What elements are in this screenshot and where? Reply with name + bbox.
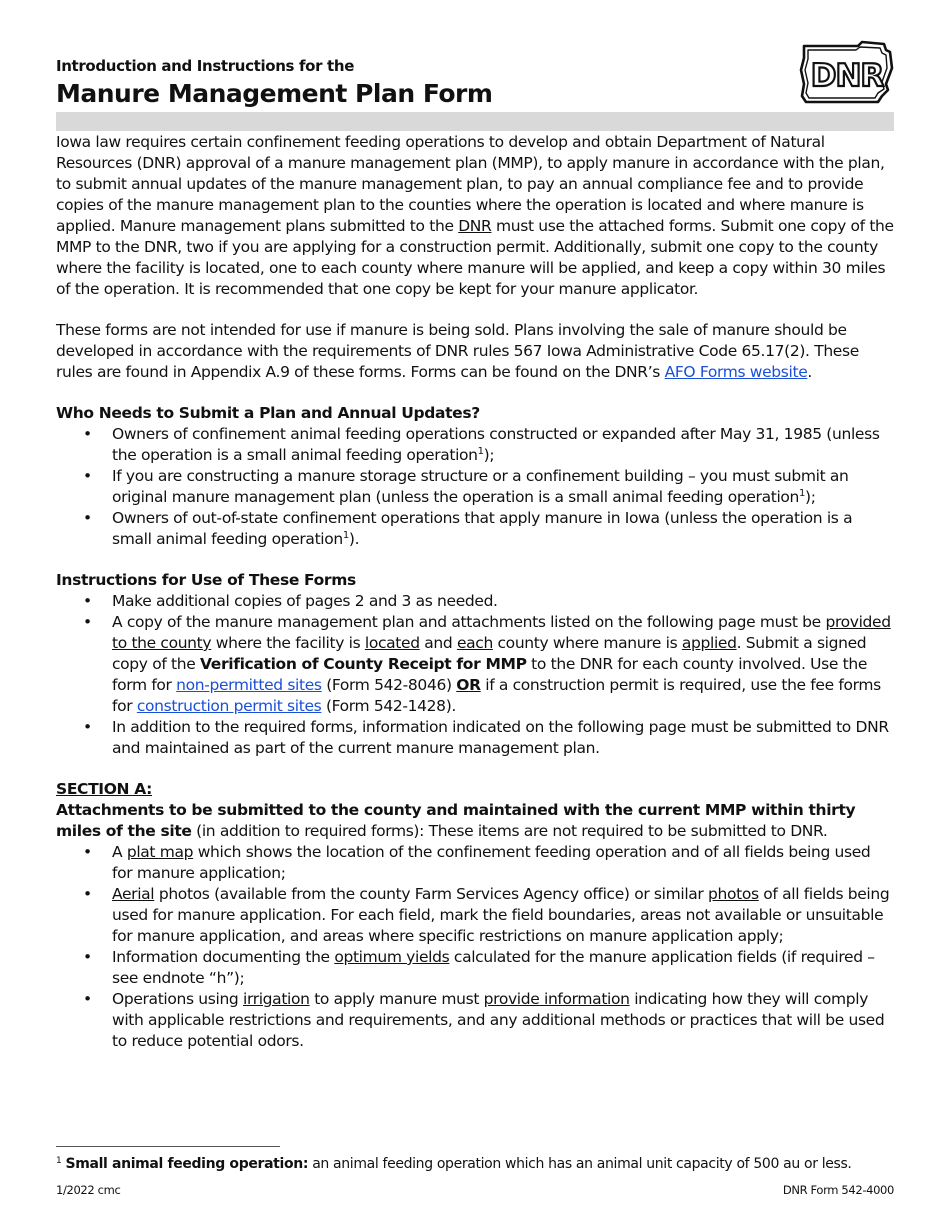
footer-form-number: DNR Form 542-4000 (782, 1183, 894, 1197)
section-a-heading: SECTION A: (56, 780, 152, 798)
page-title: Manure Management Plan Form (56, 79, 493, 108)
document-body (56, 132, 894, 1052)
list-item: • Owners of out-of-state confinement operations that apply manure in Iowa (unless the operation is a small animal feeding operation$^1$). (56, 508, 894, 550)
list-item: • A copy of the manure management plan and attachments listed on the following page must be provided to the county where the facility is located and each county where manure is applied. Submit a signed copy of the Verification of County Receipt for MMP to the DNR for each county involved. Use the form for non-permitted sites (Form 542-8046) OR if a construction permit is required, use the fee forms for construction permit sites (Form 542-1428). (56, 612, 894, 717)
non-permitted-sites-link[interactable]: non-permitted sites (176, 676, 322, 694)
list-item: • Owners of confinement animal feeding operations constructed or expanded after May 31, 1985 (unless the operation is a small animal feeding operation$^1$); (56, 424, 894, 466)
footer-date: 1/2022 cmc (56, 1183, 121, 1197)
instructions-list (56, 591, 894, 759)
svg-text:DNR: DNR (810, 58, 884, 94)
who-list (56, 424, 894, 550)
afo-forms-link[interactable]: AFO Forms website (664, 363, 808, 381)
intro-paragraph-2: These forms are not intended for use if manure is being sold. Plans involving the sale of manure should be developed in accordance with the requirements of DNR rules 567 Iowa Administrative Code 65.17(2). These rules are found in Appendix A.9 of these forms. Forms can be found on the DNR’s AFO Forms website. (56, 321, 859, 381)
header-subtitle: Introduction and Instructions for the (56, 57, 355, 75)
list-item: • Aerial photos (available from the county Farm Services Agency office) or similar photos of all fields being used for manure application. For each field, mark the field boundaries, areas not available or unsuitable for manure application, and areas where specific restrictions on manure application apply; (56, 884, 894, 947)
footnote: $^1$ Small animal feeding operation: an animal feeding operation which has an animal unit capacity of 500 au or less. (56, 1156, 852, 1172)
list-item: • Make additional copies of pages 2 and 3 as needed. (56, 591, 894, 612)
list-item: • A plat map which shows the location of the confinement feeding operation and of all fields being used for manure application; (56, 842, 894, 884)
list-item: • If you are constructing a manure storage structure or a confinement building – you must submit an original manure management plan (unless the operation is a small animal feeding operation$^1$); (56, 466, 894, 508)
list-item: • In addition to the required forms, information indicated on the following page must be submitted to DNR and maintained as part of the current manure management plan. (56, 717, 894, 759)
list-item: • Operations using irrigation to apply manure must provide information indicating how they will comply with applicable restrictions and requirements, and any additional methods or practices that will be used to reduce potential odors. (56, 989, 894, 1052)
who-heading: Who Needs to Submit a Plan and Annual Updates? (56, 404, 480, 422)
section-a-intro: Attachments to be submitted to the county and maintained with the current MMP within thirty miles of the site (in addition to required forms): These items are not required to be submitted to DNR. (56, 801, 856, 840)
list-item: • Information documenting the optimum yields calculated for the manure application fields (if required – see endnote “h”); (56, 947, 894, 989)
footnote-divider (56, 1146, 280, 1147)
section-a-list (56, 842, 894, 1052)
construction-permit-sites-link[interactable]: construction permit sites (136, 697, 322, 715)
instructions-heading: Instructions for Use of These Forms (56, 571, 356, 589)
intro-paragraph-1: Iowa law requires certain confinement feeding operations to develop and obtain Department of Natural Resources (DNR) approval of a manure management plan (MMP), to apply manure in accordance with the plan, to submit annual updates of the manure management plan, to pay an annual compliance fee and to provide copies of the manure management plan to the counties where the operation is located and where manure is applied. Manure management plans submitted to the DNR must use the attached forms. Submit one copy of the MMP to the DNR, two if you are applying for a construction permit. Additionally, submit one copy to the county where the facility is located, one to each county where manure will be applied, and keep a copy within 30 miles of the operation. It is recommended that one copy be kept for your manure applicator. (56, 133, 894, 298)
header-divider-bar (56, 112, 894, 131)
dnr-logo-icon (798, 40, 896, 104)
